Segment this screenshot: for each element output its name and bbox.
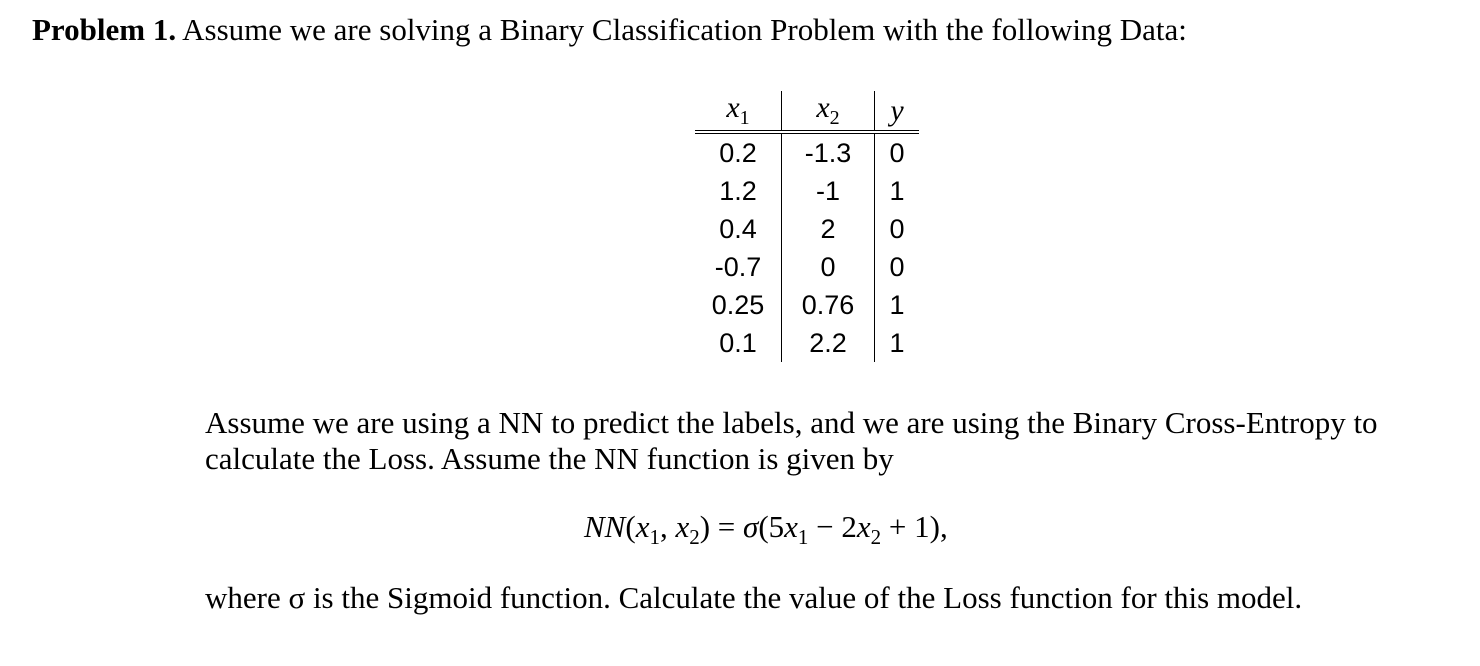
table-row [695,248,919,286]
header-x2: $x_2$ [782,91,875,132]
paragraph-nn-description: Assume we are using a NN to predict the labels, and we are using the Binary Cross-Entropy to calculate the Loss. Assume the NN function is given by [205,405,1378,476]
table-cell: 0.2 [695,132,782,172]
table-body [695,132,919,362]
problem-heading [32,8,1187,52]
table-cell: -1 [782,172,875,210]
table-cell: 0 [889,251,905,282]
table-cell: 0 [889,137,905,168]
table-cell: 1 [889,289,905,320]
table-cell: 1 [889,175,905,206]
table-cell: 1.2 [695,172,782,210]
table-row [695,286,919,324]
table-cell: 1 [889,327,905,358]
table-row [695,210,919,248]
table-cell: -0.7 [695,248,782,286]
table-cell: 0.4 [695,210,782,248]
table-row [695,132,919,172]
table-cell: -1.3 [782,132,875,172]
paragraph-task: where σ is the Sigmoid function. Calculate the value of the Loss function for this model. [205,580,1303,615]
nn-equation: $NN(x_1$, $x_2) = \sigma(5x_1 - 2x_2 + 1)$, [584,509,948,550]
header-x1: $x_1$ [695,91,782,132]
table-cell: 0.76 [782,286,875,324]
table-cell: 2 [782,210,875,248]
table-cell: 0 [889,213,905,244]
table-cell: 2.2 [782,324,875,362]
problem-statement: Assume we are solving a Binary Classification Problem with the following Data: [182,12,1187,47]
table-cell: 0.25 [695,286,782,324]
table-row [695,172,919,210]
table-header-row [695,91,919,132]
problem-label: Problem 1. [32,12,177,47]
table-cell: 0 [782,248,875,286]
data-table [695,91,919,362]
table-cell: 0.1 [695,324,782,362]
table-row [695,324,919,362]
header-y: y [875,91,920,132]
